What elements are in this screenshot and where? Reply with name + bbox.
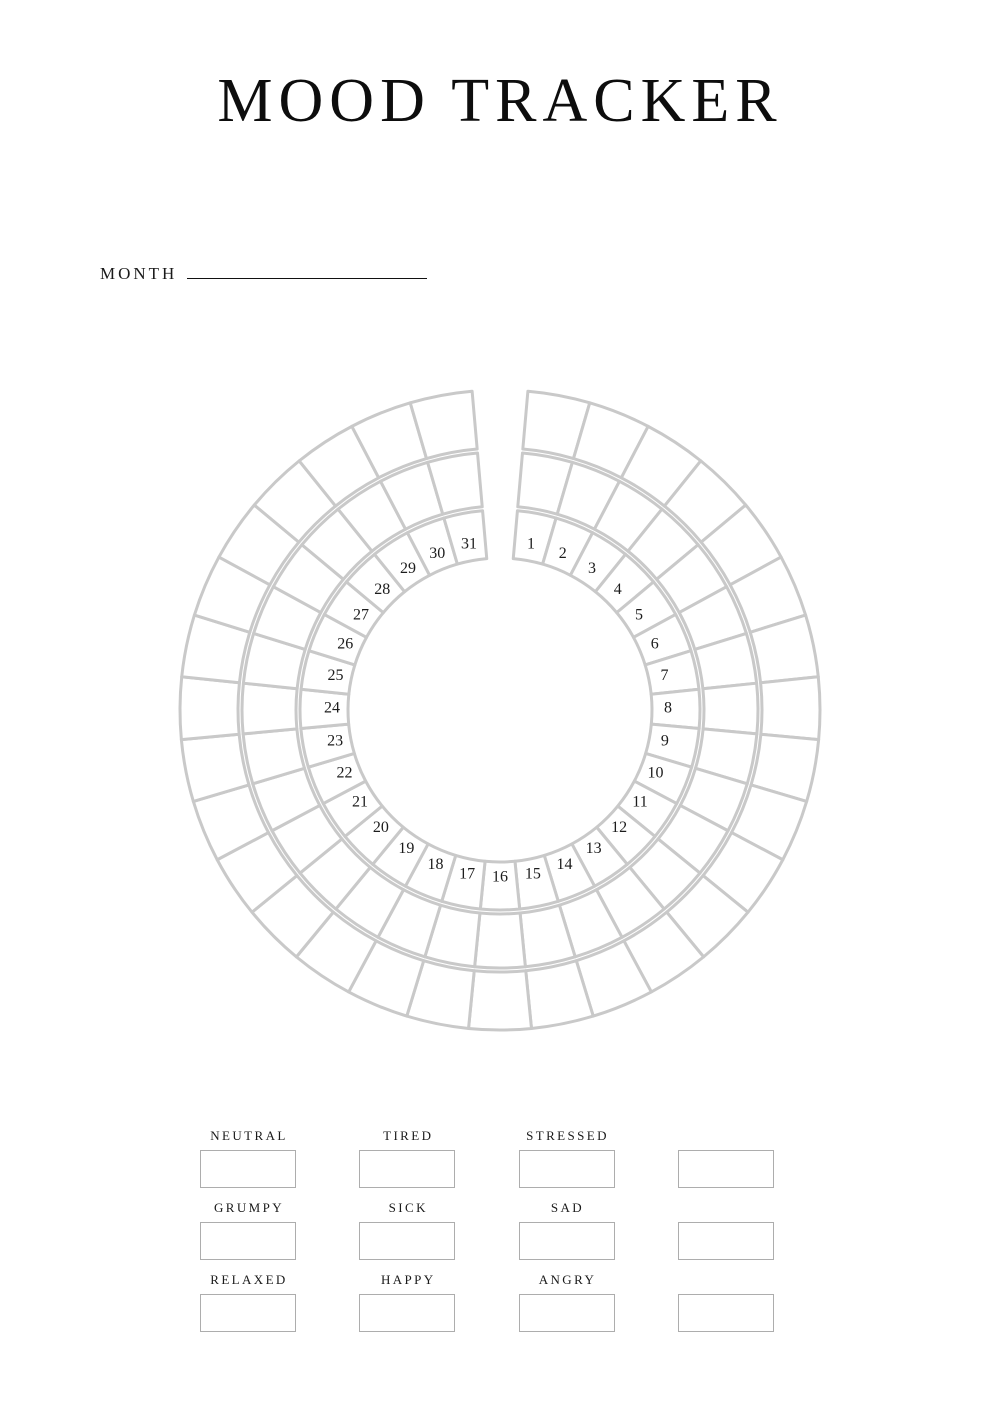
- wheel-day-number: 19: [398, 840, 415, 858]
- wheel-day-number: 8: [664, 699, 672, 717]
- wheel-day-number: 3: [588, 560, 597, 578]
- legend-color-box[interactable]: [359, 1222, 455, 1260]
- wheel-day-number: 1: [527, 535, 536, 553]
- wheel-segment[interactable]: [651, 689, 700, 728]
- month-field-row: [100, 264, 427, 284]
- legend-color-box[interactable]: [519, 1294, 615, 1332]
- wheel-day-number: 15: [524, 865, 541, 883]
- legend-color-box[interactable]: [200, 1150, 296, 1188]
- wheel-day-number: 11: [632, 793, 648, 811]
- legend-label: SAD: [550, 1200, 585, 1215]
- legend-cell: [359, 1200, 457, 1272]
- legend-color-box[interactable]: [519, 1150, 615, 1188]
- wheel-day-number: 23: [327, 732, 344, 750]
- legend-cell: [200, 1272, 298, 1344]
- wheel-day-number: 20: [372, 819, 389, 837]
- legend-label: [678, 1128, 776, 1150]
- legend-label: RELAXED: [210, 1272, 288, 1287]
- legend-cell: [678, 1200, 776, 1272]
- legend-cell: [678, 1272, 776, 1344]
- wheel-day-number: 6: [650, 635, 659, 653]
- legend-cell: [200, 1128, 298, 1200]
- legend-label: STRESSED: [526, 1128, 609, 1143]
- legend-color-box[interactable]: [359, 1294, 455, 1332]
- wheel-day-number: 5: [634, 606, 643, 624]
- wheel-day-number: 12: [611, 819, 628, 837]
- page-title: MOOD TRACKER: [217, 67, 783, 135]
- wheel-day-number: 27: [353, 606, 370, 624]
- wheel-segment[interactable]: [761, 677, 820, 740]
- legend-label: SICK: [388, 1200, 428, 1215]
- wheel-day-number: 7: [660, 666, 669, 684]
- wheel-day-number: 9: [660, 732, 669, 750]
- wheel-segment[interactable]: [703, 683, 758, 734]
- wheel-day-number: 24: [324, 699, 340, 717]
- legend-color-box[interactable]: [678, 1222, 774, 1260]
- legend-label: [678, 1200, 776, 1222]
- wheel-day-number: 17: [459, 865, 476, 883]
- wheel-segment[interactable]: [180, 677, 239, 740]
- wheel-day-number: 30: [429, 544, 446, 562]
- wheel-day-number: 16: [492, 868, 508, 886]
- legend-color-box[interactable]: [200, 1222, 296, 1260]
- month-input-line[interactable]: [187, 278, 427, 279]
- legend-cell: [359, 1272, 457, 1344]
- wheel-segment[interactable]: [242, 683, 297, 734]
- legend-cell: [678, 1128, 776, 1200]
- legend-cell: [359, 1128, 457, 1200]
- month-label: MONTH: [100, 264, 178, 283]
- legend-color-box[interactable]: [519, 1222, 615, 1260]
- wheel-day-number: 14: [556, 855, 573, 873]
- wheel-day-number: 2: [558, 544, 567, 562]
- wheel-day-number: 18: [427, 855, 444, 873]
- legend-label: ANGRY: [538, 1272, 597, 1287]
- legend-cell: [519, 1200, 617, 1272]
- legend-label: HAPPY: [380, 1272, 436, 1287]
- legend-color-box[interactable]: [200, 1294, 296, 1332]
- wheel-day-number: 25: [327, 666, 344, 684]
- wheel-day-number: 26: [337, 635, 354, 653]
- wheel-day-number: 13: [585, 840, 602, 858]
- wheel-day-number: 22: [336, 764, 353, 782]
- legend-color-box[interactable]: [678, 1294, 774, 1332]
- mood-legend: [200, 1128, 800, 1344]
- wheel-day-number: 29: [399, 560, 416, 578]
- legend-cell: [200, 1200, 298, 1272]
- wheel-segment[interactable]: [469, 971, 532, 1030]
- legend-color-box[interactable]: [359, 1150, 455, 1188]
- legend-label: TIRED: [383, 1128, 434, 1143]
- legend-label: GRUMPY: [213, 1200, 285, 1215]
- wheel-day-number: 31: [460, 535, 477, 553]
- legend-label: [678, 1272, 776, 1294]
- wheel-day-number: 10: [647, 764, 664, 782]
- wheel-segment[interactable]: [475, 913, 526, 968]
- wheel-day-number: 28: [374, 580, 391, 598]
- wheel-day-number: 4: [613, 580, 622, 598]
- legend-color-box[interactable]: [678, 1150, 774, 1188]
- legend-cell: [519, 1272, 617, 1344]
- mood-wheel[interactable]: [110, 330, 890, 1090]
- legend-cell: [519, 1128, 617, 1200]
- wheel-day-number: 21: [351, 793, 368, 811]
- legend-label: NEUTRAL: [210, 1128, 288, 1143]
